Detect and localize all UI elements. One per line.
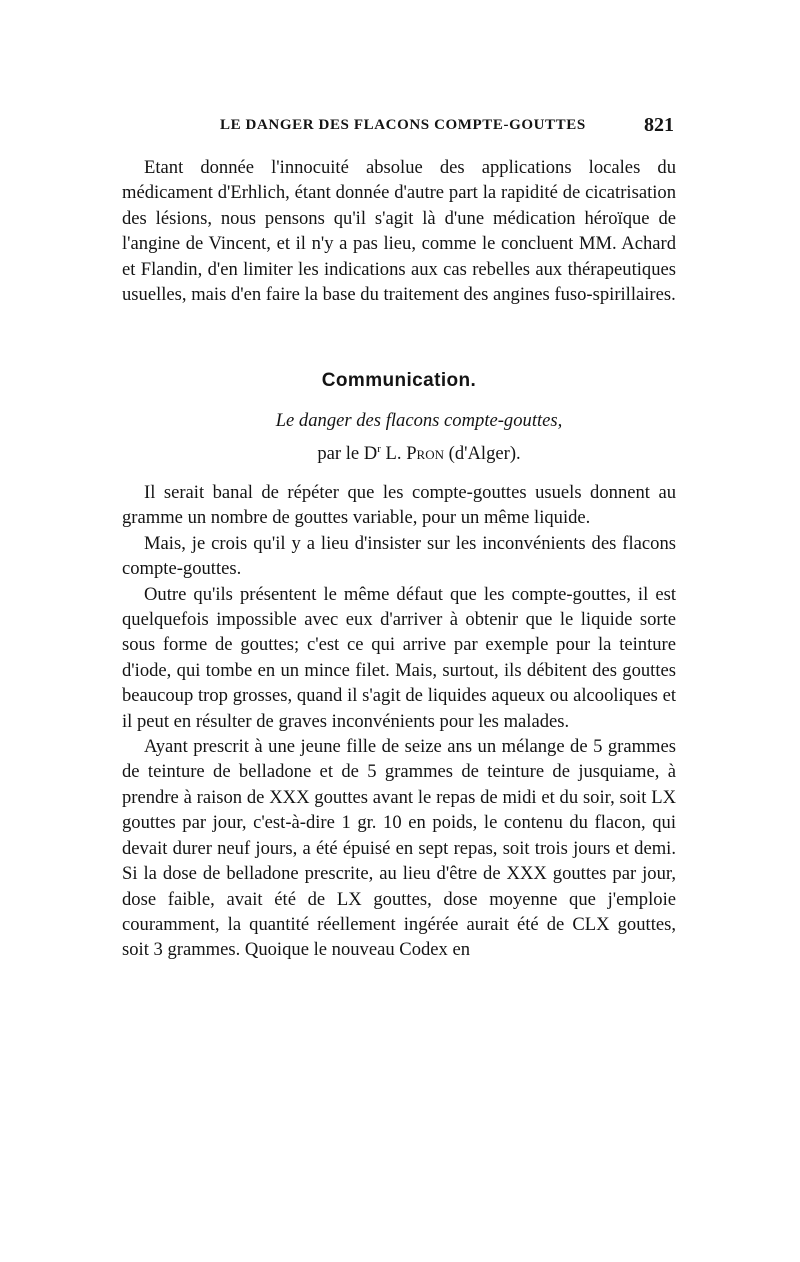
article-title: Le danger des flacons compte-gouttes, — [275, 410, 563, 431]
byline-initial: L. — [385, 443, 402, 464]
body-paragraph: Il serait banal de répéter que les compte-gouttes usuels donnent au gramme un nombre de gouttes variable, pour un même liquide. — [122, 482, 676, 529]
byline — [122, 443, 676, 465]
byline-prefix: par le D — [317, 443, 378, 464]
running-title: LE DANGER DES FLACONS COMPTE-GOUTTES — [220, 117, 586, 133]
running-header — [122, 114, 676, 141]
body-paragraph: Outre qu'ils présentent le même défaut que les compte-gouttes, il est quelquefois impossible avec eux d'arriver à obtenir que le liquide sorte sous forme de gouttes; c'est ce qui arrive par exemple pour la teinture d'iode, qui tombe en un mince filet. Mais, surtout, ils débitent des gouttes beaucoup trop grosses, quand il s'agit de liquides aqueux ou alcooliques et il peut en résulter de graves inconvénients pour les malades. — [122, 583, 676, 732]
article-body — [122, 480, 676, 963]
byline-location: (d'Alger). — [448, 443, 521, 464]
intro-paragraph: Etant donnée l'innocuité absolue des applications locales du médicament d'Erhlich, étant donnée d'autre part la rapidité de cicatrisation des lésions, nous pensons qu'il s'agit là d'une médication héroïque de l'angine de Vincent, et il n'y a pas lieu, comme le concluent MM. Achard et Flandin, d'en limiter les indications aux cas rebelles aux thérapeutiques usuelles, mais d'en faire la base du traitement des angines fuso-spirillaires. — [122, 157, 676, 306]
page-number: 821 — [644, 114, 674, 136]
body-paragraph: Ayant prescrit à une jeune fille de seize ans un mélange de 5 grammes de teinture de belladone et de 5 grammes de teinture de jusquiame, à prendre à raison de XXX gouttes avant le repas de midi et du soir, soit LX gouttes par jour, c'est-à-dire 1 gr. 10 en poids, le contenu du flacon, qui devait durer neuf jours, a été épuisé en sept repas, soit trois jours et demi. Si la dose de belladone prescrite, au lieu d'être de XXX gouttes par jour, dose faible, avait été de LX gouttes, dose moyenne que j'emploie couramment, la quantité réellement ingérée aurait été de CLX gouttes, soit 3 grammes. Quoique le nouveau Codex en — [122, 736, 676, 961]
body-paragraph: Mais, je crois qu'il y a lieu d'insister sur les inconvénients des flacons compte-gouttes. — [122, 532, 676, 580]
section-title: Communication. — [321, 370, 477, 391]
byline-sup: r — [377, 442, 381, 455]
intro-text — [122, 155, 676, 307]
byline-author: Pron — [406, 443, 444, 464]
